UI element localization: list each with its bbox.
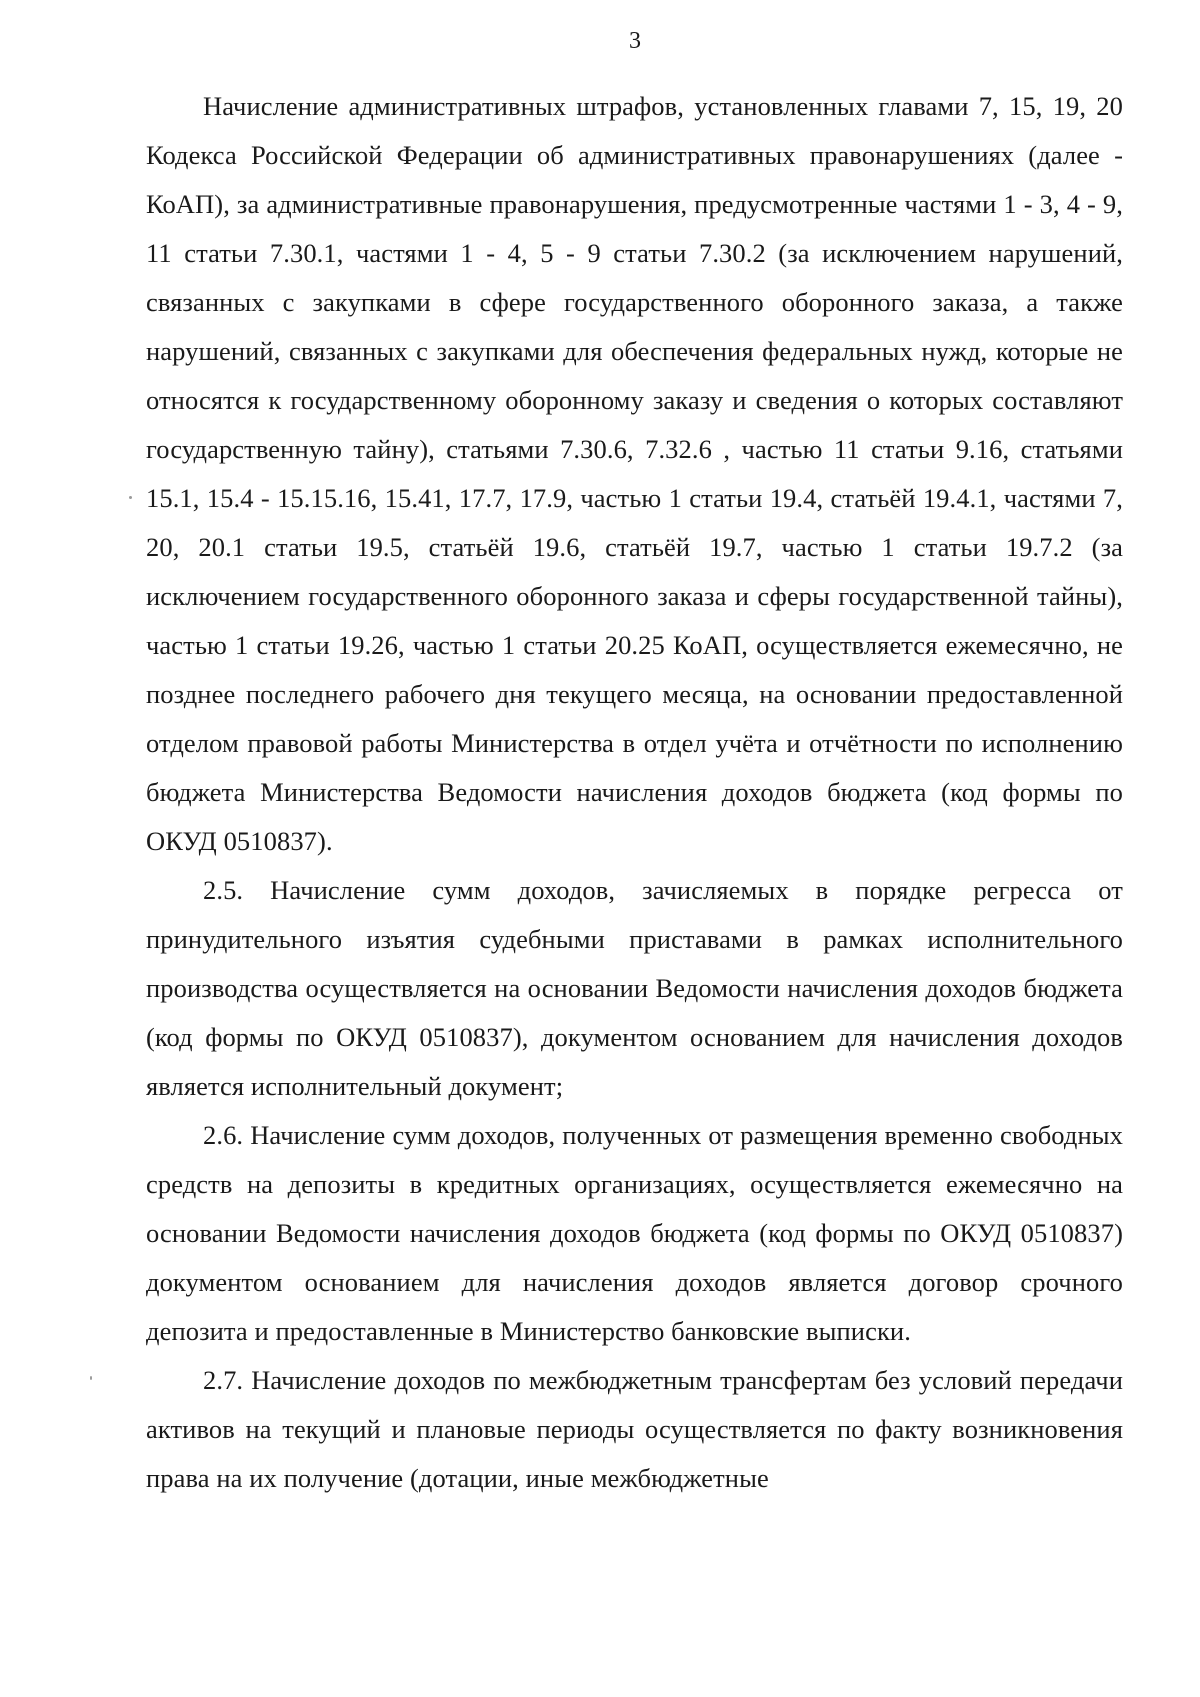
- paragraph-2-6: 2.6. Начисление сумм доходов, полученных от размещения временно свободных средств на депозиты в кредитных организациях, осуществляется ежемесячно на основании Ведомости начисления доходов бюджета (код формы по ОКУД 0510837) документом основанием для начисления доходов является договор срочного депозита и предоставленные в Министерство банковские выписки.: [146, 1120, 1123, 1346]
- paragraph-2-5: 2.5. Начисление сумм доходов, зачисляемых в порядке регресса от принудительного изъятия судебными приставами в рамках исполнительного производства осуществляется на основании Ведомости начисления доходов бюджета (код формы по ОКУД 0510837), документом основанием для начисления доходов является исполнительный документ;: [146, 875, 1123, 1101]
- paragraph-fines-accrual: Начисление административных штрафов, установленных главами 7, 15, 19, 20 Кодекса Российской Федерации об административных правонарушениях (далее - КоАП), за административные правонарушения, предусмотренные частями 1 - 3, 4 - 9, 11 статьи 7.30.1, частями 1 - 4, 5 - 9 статьи 7.30.2 (за исключением нарушений, связанных с закупками в сфере государственного оборонного заказа, а также нарушений, связанных с закупками для обеспечения федеральных нужд, которые не относятся к государственному оборонному заказу и сведения о которых составляют государственную тайну), статьями 7.30.6, 7.32.6 , частью 11 статьи 9.16, статьями 15.1, 15.4 - 15.15.16, 15.41, 17.7, 17.9, частью 1 статьи 19.4, статьёй 19.4.1, частями 7, 20, 20.1 статьи 19.5, статьёй 19.6, статьёй 19.7, частью 1 статьи 19.7.2 (за исключением государственного оборонного заказа и сферы государственной тайны), частью 1 статьи 19.26, частью 1 статьи 20.25 КоАП, осуществляется ежемесячно, не позднее последнего рабочего дня текущего месяца, на основании предоставленной отделом правовой работы Министерства в отдел учёта и отчётности по исполнению бюджета Министерства Ведомости начисления доходов бюджета (код формы по ОКУД 0510837).: [146, 91, 1123, 856]
- scan-speck: [129, 496, 132, 499]
- page-number: 3: [629, 28, 641, 54]
- paragraph-2-7: 2.7. Начисление доходов по межбюджетным трансфертам без условий передачи активов на текущий и плановые периоды осуществляется по факту возникновения права на их получение (дотации, иные межбюджетные: [146, 1365, 1123, 1493]
- document-body: [146, 82, 1123, 1503]
- scan-speck: [90, 1376, 92, 1380]
